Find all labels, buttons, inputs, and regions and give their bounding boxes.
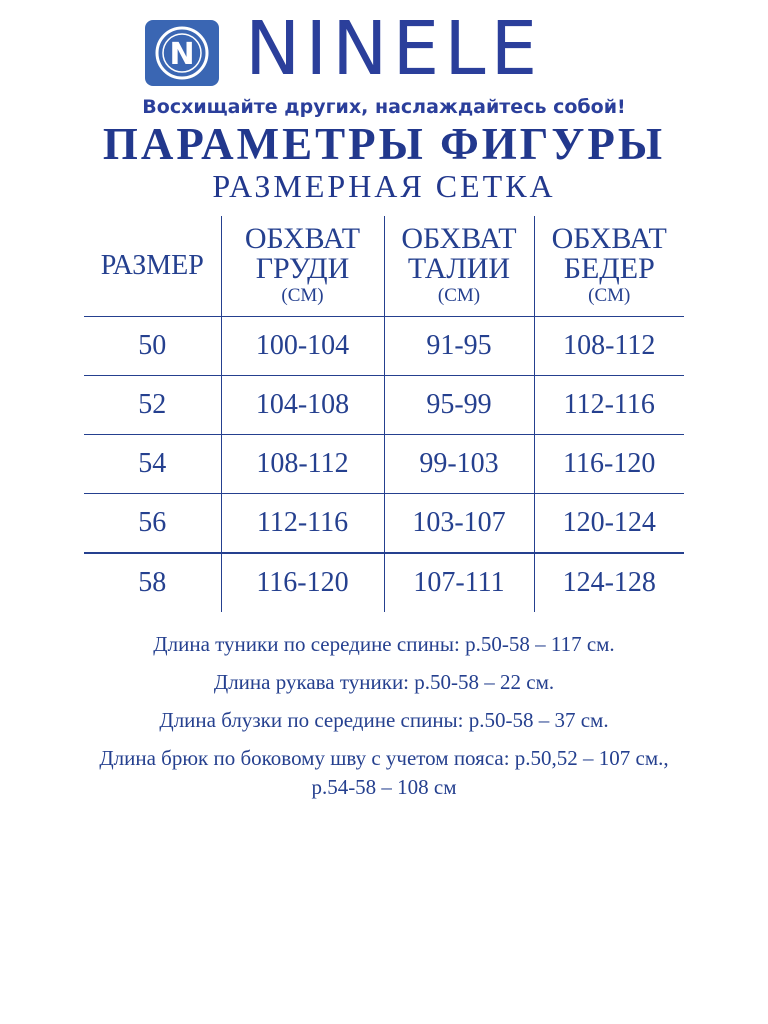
header-chest-unit: (СМ) xyxy=(281,285,324,306)
cell-size: 50 xyxy=(84,317,221,376)
brand-wordmark: NINELE xyxy=(245,6,543,92)
note-sleeve-length: Длина рукава туники: р.50-58 – 22 см. xyxy=(213,670,555,694)
cell-waist: 103-107 xyxy=(384,494,534,554)
cell-size: 52 xyxy=(84,376,221,435)
size-chart-table xyxy=(84,216,684,612)
header-waist-unit: (СМ) xyxy=(437,285,481,306)
cell-hips: 120-124 xyxy=(534,494,684,554)
cell-size: 58 xyxy=(84,553,221,612)
cell-chest: 104-108 xyxy=(221,376,384,435)
cell-size: 56 xyxy=(84,494,221,554)
cell-waist: 107-111 xyxy=(384,553,534,612)
page-title: ПАРАМЕТРЫ ФИГУРЫ xyxy=(102,119,666,169)
header-hips-line1: ОБХВАТ xyxy=(551,222,667,255)
header-chest-line2: ГРУДИ xyxy=(255,252,350,285)
header-waist xyxy=(384,216,534,317)
cell-waist: 95-99 xyxy=(384,376,534,435)
header-hips-unit: (СМ) xyxy=(588,285,631,306)
table-row xyxy=(84,317,684,376)
header-hips-line2: БЕДЕР xyxy=(563,252,655,285)
cell-waist: 99-103 xyxy=(384,435,534,494)
header-chest xyxy=(221,216,384,317)
cell-chest: 112-116 xyxy=(221,494,384,554)
note-blouse-length: Длина блузки по середине спины: р.50-58 – 37 см. xyxy=(159,708,609,732)
page-subtitle: РАЗМЕРНАЯ СЕТКА xyxy=(212,168,556,204)
brand-tagline: Восхищайте других, наслаждайтесь собой! xyxy=(142,96,626,118)
cell-chest: 108-112 xyxy=(221,435,384,494)
cell-hips: 108-112 xyxy=(534,317,684,376)
header-waist-line1: ОБХВАТ xyxy=(401,222,517,255)
cell-hips: 124-128 xyxy=(534,553,684,612)
header-size xyxy=(84,216,221,317)
cell-hips: 112-116 xyxy=(534,376,684,435)
note-tunic-length: Длина туники по середине спины: р.50-58 – 117 см. xyxy=(153,632,615,656)
cell-size: 54 xyxy=(84,435,221,494)
table-row xyxy=(84,376,684,435)
header-chest-line1: ОБХВАТ xyxy=(244,222,361,255)
table-row xyxy=(84,553,684,612)
cell-waist: 91-95 xyxy=(384,317,534,376)
cell-hips: 116-120 xyxy=(534,435,684,494)
table-header-row xyxy=(84,216,684,317)
note-trousers-length: Длина брюк по боковому шву с учетом пояса: р.50,52 – 107 см., р.54-58 – 108 см xyxy=(99,746,669,799)
measurement-notes xyxy=(80,630,688,811)
table-row xyxy=(84,435,684,494)
header-size-label: РАЗМЕР xyxy=(100,250,204,281)
brand-logo xyxy=(145,6,665,92)
cell-chest: 100-104 xyxy=(221,317,384,376)
cell-chest: 116-120 xyxy=(221,553,384,612)
table-row xyxy=(84,494,684,554)
header-hips xyxy=(534,216,684,317)
emblem-letter: N xyxy=(169,37,195,72)
brand-emblem-icon xyxy=(145,20,219,86)
header-waist-line2: ТАЛИИ xyxy=(407,252,511,285)
